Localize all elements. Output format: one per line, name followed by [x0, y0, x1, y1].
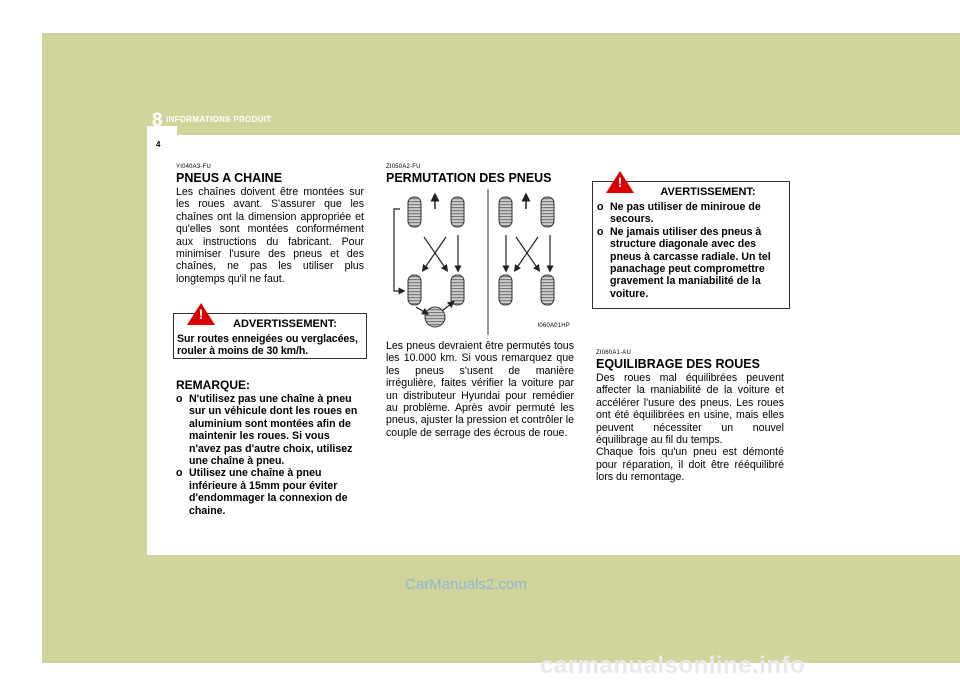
section-title: PNEUS A CHAINE	[176, 171, 283, 185]
warning-text: Sur routes enneigées ou verglacées, rouler à moins de 30 km/h.	[177, 333, 358, 357]
note-title: REMARQUE:	[176, 378, 250, 392]
bullet: o	[597, 201, 604, 213]
note-block	[176, 377, 364, 517]
watermark-link[interactable]: CarManuals2.com	[405, 576, 527, 593]
section-body: Les pneus devraient être permutés tous les 10.000 km. Si vous remarquez que les pneus s'usent de manière irrégulière, faites vérifier la voiture par un distributeur Hyundai pour remédier au problème. Après avoir permuté les pneus, ajuster la pression et contrôler le couple de serrage des écrous de roue.	[386, 340, 574, 439]
note-item: o N'utilisez pas une chaîne à pneu sur un véhicule dont les roues en aluminium sont montées afin de maintenir les roues. Si vous n'avez pas d'autre choix, utilisez une chaîne à pneu.	[176, 393, 358, 468]
section-tire-rotation	[386, 164, 574, 186]
spare-tire-icon	[425, 307, 445, 327]
section-title: EQUILIBRAGE DES ROUES	[596, 357, 760, 371]
section-body: Les chaînes doivent être montées sur les roues avant. S'assurer que les chaînes ont la dimension appropriée et qu'elles sont montées conformément aux instructions du fabricant. Pour minimiser l'usure des pneus et des chaînes, ne pas les utiliser plus longtemps qu'il ne faut.	[176, 186, 364, 285]
section-code: ZI060A1-AU	[596, 350, 632, 356]
warning-box-tires	[592, 181, 790, 309]
warning-title: AVERTISSEMENT:	[660, 186, 756, 198]
section-title: PERMUTATION DES PNEUS	[386, 171, 552, 185]
chapter-number: 8	[152, 110, 163, 131]
section-tire-chains	[176, 164, 364, 285]
section-code: YI040A3-FU	[176, 164, 212, 170]
section-wheel-balancing	[596, 350, 784, 484]
rotation-diagram	[386, 189, 574, 335]
warning-exclamation: !	[198, 306, 204, 322]
warning-title: ADVERTISSEMENT:	[233, 318, 337, 330]
bullet: o	[176, 467, 183, 480]
warning-item: o Ne pas utiliser de miniroue de secours.	[597, 201, 761, 226]
chapter-title: INFORMATIONS PRODUIT	[166, 115, 272, 124]
section-body: Des roues mal équilibrées peuvent affecter la maniabilité de la voiture et accélérer l'usure des pneus. Les roues ont été équilibrées en usine, mais elles peuvent nécessiter un nouvel équilibrage au fil du temps. Chaque fois qu'un pneu est démonté pour réparation, il doit être rééquilibré lors du remontage.	[596, 372, 784, 484]
figure-code: I060A01HP	[537, 323, 570, 329]
rotation-body-block	[386, 340, 574, 439]
footer-watermark: carmanualsonline.info	[540, 652, 806, 679]
section-code: ZI050A2-FU	[386, 164, 421, 170]
warning-exclamation: !	[617, 174, 623, 190]
bullet: o	[176, 393, 183, 405]
note-item: o Utilisez une chaîne à pneu inférieure à 15mm pour éviter d'endommager la connexion de chaine.	[176, 467, 348, 517]
rotation-diagram-svg	[386, 189, 574, 335]
bullet: o	[597, 225, 604, 238]
tire-icon	[499, 197, 554, 305]
warning-item: o Ne jamais utiliser des pneus à structure diagonale avec des pneus à carcasse radiale. Un tel panachage peut compromettre gravement la maniabilité de la voiture.	[597, 225, 771, 300]
page-number: 4	[156, 140, 161, 149]
